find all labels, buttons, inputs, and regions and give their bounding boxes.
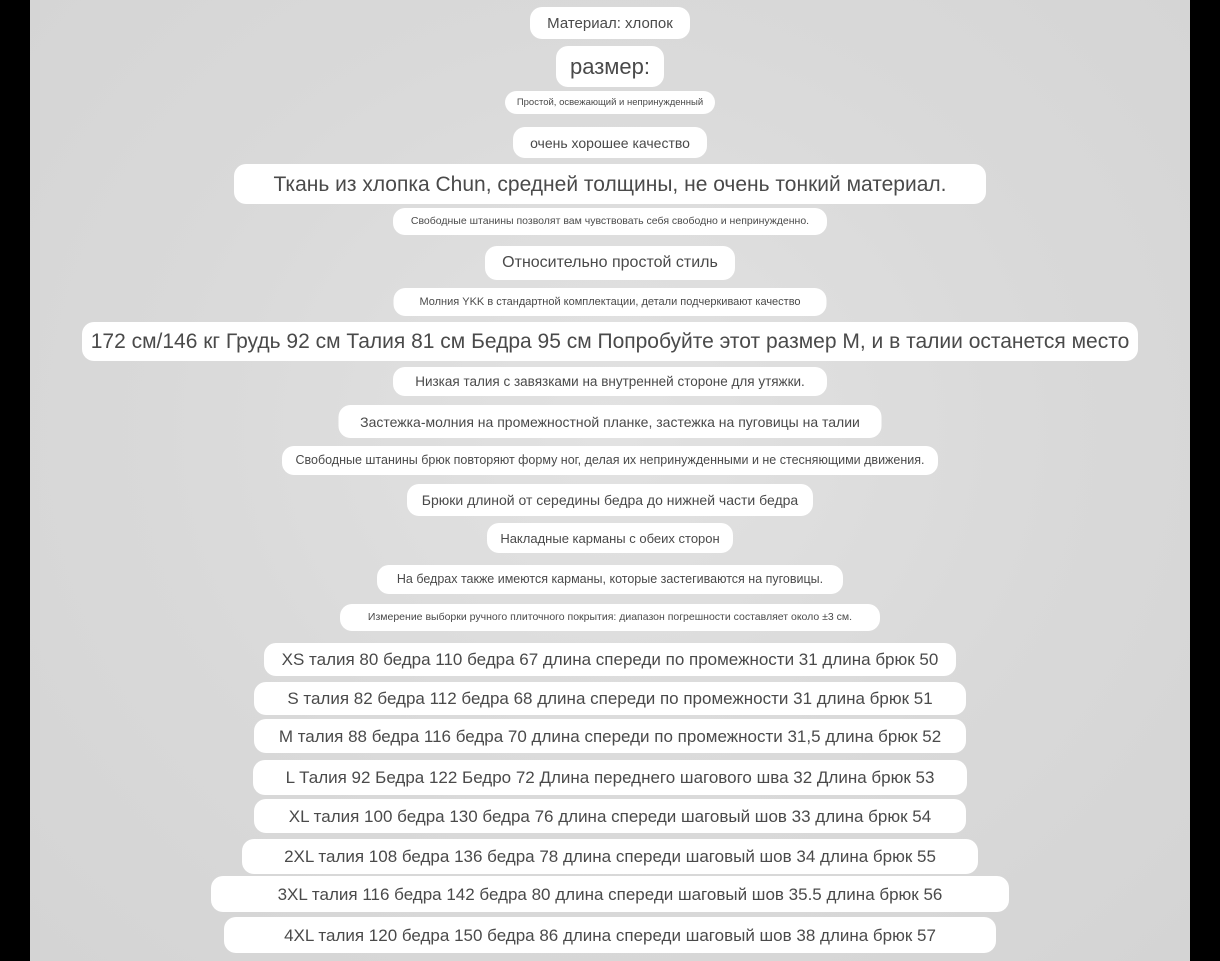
zipper-note: Молния YKK в стандартной комплектации, детали подчеркивают качество [394,288,827,316]
fabric-note: Ткань из хлопка Chun, средней толщины, не очень тонкий материал. [234,164,986,204]
size-row-l: L Талия 92 Бедра 122 Бедро 72 Длина переднего шагового шва 32 Длина брюк 53 [253,760,967,795]
size-row-2xl: 2XL талия 108 бедра 136 бедра 78 длина спереди шаговый шов 34 длина брюк 55 [242,839,978,874]
low-waist-note: Низкая талия с завязками на внутренней стороне для утяжки. [393,367,827,396]
size-row-3xl: 3XL талия 116 бедра 142 бедра 80 длина спереди шаговый шов 35.5 длина брюк 56 [211,876,1009,912]
simple-style-note: Относительно простой стиль [485,246,735,280]
style-note: Простой, освежающий и непринужденный [505,91,715,114]
hip-pockets-note: На бедрах также имеются карманы, которые застегиваются на пуговицы. [377,565,843,594]
quality-note: очень хорошее качество [513,127,707,158]
size-row-s: S талия 82 бедра 112 бедра 68 длина спереди по промежности 31 длина брюк 51 [254,682,966,715]
description-panel [30,0,1190,961]
patch-pockets-note: Накладные карманы с обеих сторон [487,523,733,553]
size-heading: размер: [556,46,664,87]
measurement-note: Измерение выборки ручного плиточного покрытия: диапазон погрешности составляет около ±3 см. [340,604,880,631]
loose-legs-note: Свободные штанины позволят вам чувствовать себя свободно и непринужденно. [393,208,827,235]
fly-zipper-note: Застежка-молния на промежностной планке, застежка на пуговицы на талии [339,405,882,438]
length-note: Брюки длиной от середины бедра до нижней части бедра [407,484,813,516]
size-row-xs: XS талия 80 бедра 110 бедра 67 длина спереди по промежности 31 длина брюк 50 [264,643,956,676]
size-row-xl: XL талия 100 бедра 130 бедра 76 длина спереди шаговый шов 33 длина брюк 54 [254,799,966,833]
size-row-4xl: 4XL талия 120 бедра 150 бедра 86 длина спереди шаговый шов 38 длина брюк 57 [224,917,996,953]
fit-note: 172 см/146 кг Грудь 92 см Талия 81 см Бедра 95 см Попробуйте этот размер M, и в талии останется место [82,322,1138,361]
size-row-m: M талия 88 бедра 116 бедра 70 длина спереди по промежности 31,5 длина брюк 52 [254,719,966,753]
leg-shape-note: Свободные штанины брюк повторяют форму ног, делая их непринужденными и не стесняющими движения. [282,446,938,475]
material-label: Материал: хлопок [530,7,690,39]
